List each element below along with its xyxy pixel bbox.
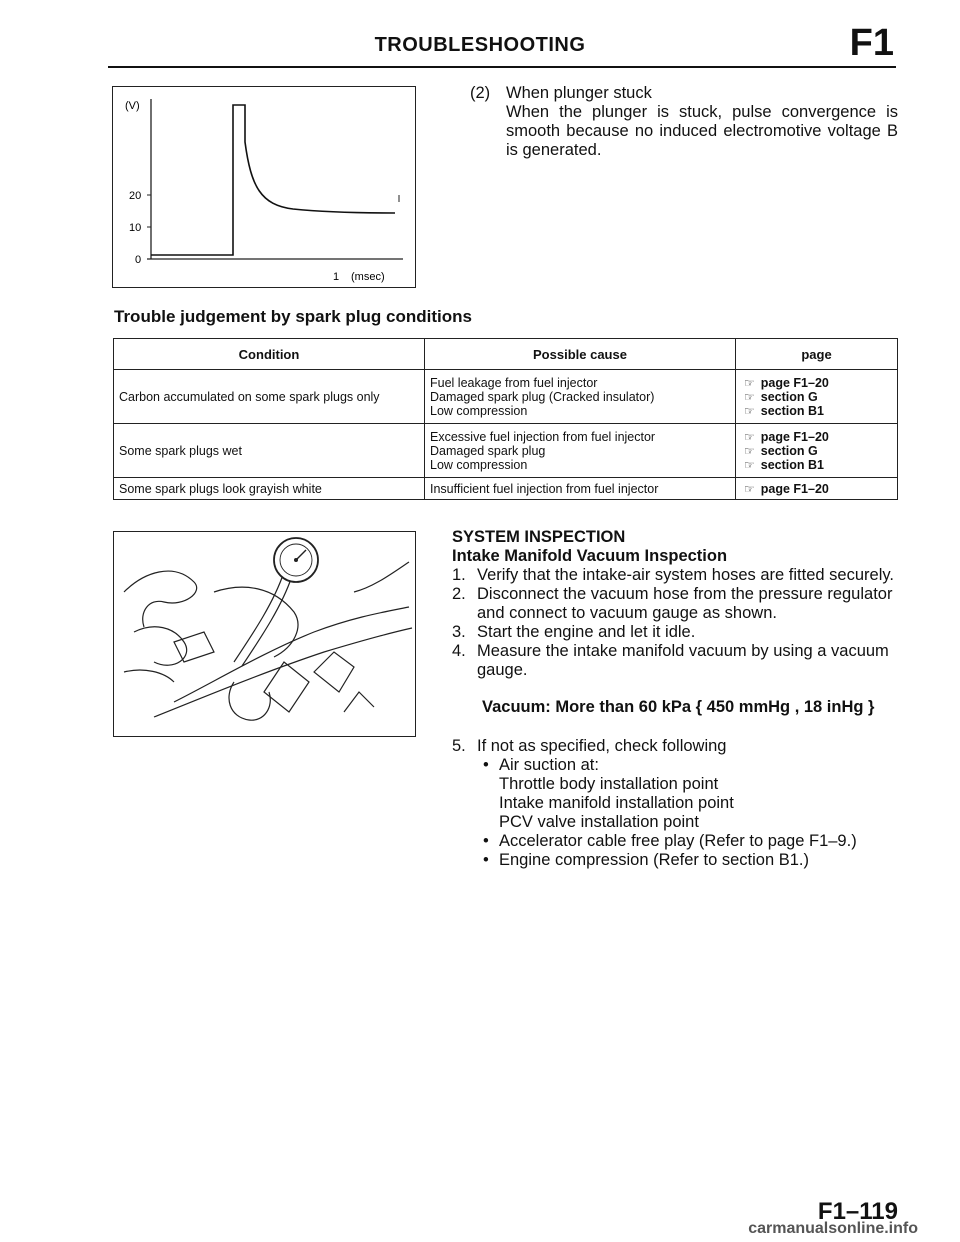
- page-ref[interactable]: [744, 376, 892, 390]
- page-ref[interactable]: [744, 390, 892, 404]
- hose-line: [354, 562, 409, 592]
- cause-line: Low compression: [430, 457, 528, 472]
- column-header-condition: Condition: [114, 339, 425, 370]
- page-cell: [736, 370, 898, 424]
- step-text: Start the engine and let it idle.: [477, 623, 696, 641]
- cause-cell: [425, 370, 736, 424]
- header-rule: [108, 66, 896, 68]
- step-text: Measure the intake manifold vacuum by using a vacuum gauge.: [477, 642, 889, 679]
- cause-line: Low compression: [430, 403, 528, 418]
- waveform-trace: [151, 105, 395, 255]
- plunger-item-number: (2): [470, 84, 491, 102]
- manifold-part: [229, 682, 270, 720]
- y-tick-20: 20: [129, 190, 142, 202]
- condition-cell: Some spark plugs look grayish white: [114, 478, 425, 500]
- vacuum-gauge-icon: [274, 538, 318, 582]
- vacuum-gauge-illustration: [113, 531, 416, 737]
- page-ref-text: page F1–20: [760, 375, 829, 390]
- system-inspection-block: [452, 528, 898, 870]
- page-ref[interactable]: [744, 430, 892, 444]
- step-number: 4.: [452, 642, 466, 660]
- waveform-figure: [112, 86, 416, 288]
- step-text: Verify that the intake-air system hoses are fitted securely.: [477, 566, 894, 584]
- cause-cell: [425, 424, 736, 478]
- reference-icon: ☞: [744, 443, 755, 458]
- hose-line: [124, 571, 197, 627]
- table-header-row: [114, 339, 898, 370]
- column-header-cause: Possible cause: [425, 339, 736, 370]
- page-ref-text: section G: [760, 443, 818, 458]
- engine-illustration: [114, 532, 415, 736]
- system-inspection-heading: SYSTEM INSPECTION: [452, 528, 626, 546]
- y-tick-10: 10: [129, 222, 142, 234]
- reference-icon: ☞: [744, 389, 755, 404]
- hose-line: [124, 670, 174, 682]
- condition-cell: Carbon accumulated on some spark plugs only: [114, 370, 425, 424]
- reference-icon: ☞: [744, 429, 755, 444]
- manifold-part: [264, 662, 309, 712]
- inspection-step: [452, 623, 898, 642]
- x-tick-1: 1: [333, 271, 340, 283]
- step-text: If not as specified, check following: [477, 737, 727, 755]
- vacuum-inspection-subheading: Intake Manifold Vacuum Inspection: [452, 547, 728, 565]
- page-ref-text: section G: [760, 389, 818, 404]
- table-row: [114, 370, 898, 424]
- condition-cell: Some spark plugs wet: [114, 424, 425, 478]
- step-number: 1.: [452, 566, 466, 584]
- reference-icon: ☞: [744, 481, 755, 496]
- cause-line: Insufficient fuel injection from fuel injector: [430, 481, 659, 496]
- table-row: [114, 478, 898, 500]
- cause-line: Damaged spark plug (Cracked insulator): [430, 389, 655, 404]
- step-number: 3.: [452, 623, 466, 641]
- inspection-step: [452, 585, 898, 623]
- y-tick-0: 0: [135, 254, 142, 266]
- inspection-step: [452, 642, 898, 680]
- reference-icon: ☞: [744, 375, 755, 390]
- check-item: • Engine compression (Refer to section B1.): [477, 851, 898, 870]
- page-cell: [736, 478, 898, 500]
- y-unit-label: (V): [125, 100, 140, 112]
- hose-line: [134, 627, 187, 665]
- reference-icon: ☞: [744, 457, 755, 472]
- check-subitem: PCV valve installation point: [499, 813, 699, 831]
- page-ref[interactable]: [744, 482, 892, 496]
- check-item: • Accelerator cable free play (Refer to page F1–9.): [477, 832, 898, 851]
- inspection-step-5: [452, 737, 898, 870]
- page-cell: [736, 424, 898, 478]
- page-ref[interactable]: [744, 404, 892, 418]
- reference-icon: ☞: [744, 403, 755, 418]
- spark-plug-judgement-table: [113, 338, 898, 500]
- page-header-title: TROUBLESHOOTING: [374, 34, 586, 56]
- check-subitem: Throttle body installation point: [499, 775, 719, 793]
- cause-line: Damaged spark plug: [430, 443, 546, 458]
- step-number: 5.: [452, 737, 466, 755]
- cause-cell: [425, 478, 736, 500]
- waveform-graph: [113, 87, 415, 287]
- manifold-part: [314, 652, 354, 692]
- step-number: 2.: [452, 585, 466, 603]
- check-item: [477, 756, 898, 832]
- page-number: F1–119: [817, 1198, 898, 1225]
- inspection-steps: [452, 566, 898, 680]
- watermark: carmanualsonline.info: [748, 1220, 918, 1237]
- table-row: [114, 424, 898, 478]
- step-text: Disconnect the vacuum hose from the pressure regulator and connect to vacuum gauge as shown.: [477, 585, 893, 622]
- manifold-outline: [214, 587, 298, 657]
- judgement-heading: Trouble judgement by spark plug conditions: [114, 307, 472, 326]
- manifold-outline: [174, 607, 409, 702]
- gauge-hose: [242, 576, 292, 666]
- plunger-stuck-block: [470, 84, 898, 160]
- manifold-outline: [154, 628, 412, 717]
- x-unit-label: (msec): [351, 271, 385, 283]
- check-list: [477, 756, 898, 870]
- inspection-step: [452, 566, 898, 585]
- page-ref-text: section B1: [760, 457, 824, 472]
- page-ref[interactable]: [744, 458, 892, 472]
- page-ref-text: page F1–20: [760, 429, 829, 444]
- column-header-page: page: [736, 339, 898, 370]
- cause-line: Excessive fuel injection from fuel injector: [430, 429, 656, 444]
- check-item-text: • Air suction at:: [499, 756, 599, 774]
- vacuum-specification: Vacuum: More than 60 kPa { 450 mmHg , 18 inHg }: [482, 698, 875, 716]
- section-code: F1: [849, 22, 894, 64]
- plunger-heading: When plunger stuck: [506, 84, 652, 102]
- cause-line: Fuel leakage from fuel injector: [430, 375, 598, 390]
- page-ref[interactable]: [744, 444, 892, 458]
- manifold-part: [344, 692, 374, 712]
- page-ref-text: page F1–20: [760, 481, 829, 496]
- check-subitem: Intake manifold installation point: [499, 794, 734, 812]
- page-ref-text: section B1: [760, 403, 824, 418]
- plunger-body: When the plunger is stuck, pulse convergence is smooth because no induced electromotive voltage B is generated.: [506, 103, 898, 159]
